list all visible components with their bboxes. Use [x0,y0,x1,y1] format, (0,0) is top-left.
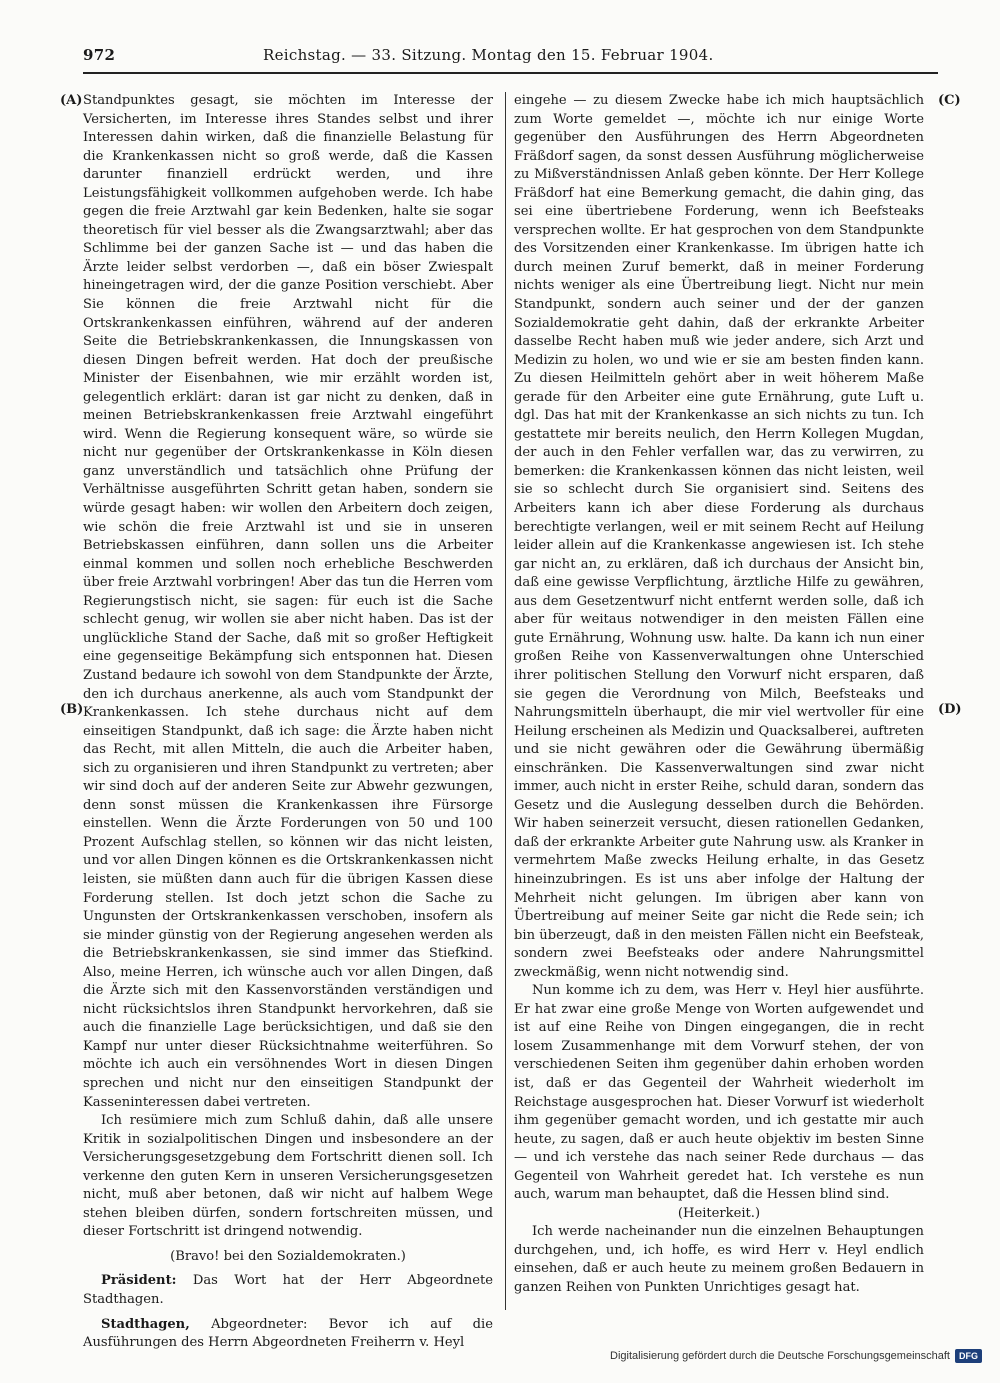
right-paragraph-2: Nun komme ich zu dem, was Herr v. Heyl hier ausführte. Er hat zwar eine große Menge von Worten aufgewendet und ist auf eine Reihe von Dingen eingegangen, die in recht losem Zusammenhange mit dem Vorwurf stehen, der von verschiedenen Seiten ihm gegenüber dahin erhoben worden ist, daß er das Gegenteil der Wahrheit wiederholt im Reichstage ausgesprochen hat. Dieser Vorwurf ist wiederholt ihm gegenüber gemacht worden, und ich gestatte mir auch heute, zu sagen, daß er auch heute objektiv im besten Sinne — und ich verstehe das nach seiner Rede durchaus — das Gegenteil von Wahrheit geredet hat. Ich verstehe es nun auch, warum man behauptet, daß die Hessen blind sind. [514,983,924,1203]
left-paragraph-president [83,1272,493,1309]
speaker-praesident: Präsident: [101,1273,177,1289]
running-title: Reichstag. — 33. Sitzung. Montag den 15. Februar 1904. [263,46,714,64]
footer-text: Digitalisierung gefördert durch die Deutsche Forschungsgemeinschaft [610,1350,950,1362]
margin-marker-b: (B) [60,702,84,717]
president-text: Das Wort hat der Herr Abgeordnete Stadthagen. [83,1273,493,1307]
speaker-stadthagen: Stadthagen, [101,1316,190,1332]
left-paragraph-2: Ich resümiere mich zum Schluß dahin, daß alle unsere Kritik in sozialpolitischen Dingen und insbesondere an der Versicherungsgesetzgebung dem Fortschritt dienen soll. Ich verkenne den guten Kern in unseren Versicherungsgesetzen nicht, muß aber betonen, daß wir nicht auf halbem Wege stehen bleiben dürfen, sondern fortschreiten müssen, und dieser Fortschritt ist dringend notwendig. [83,1113,493,1240]
margin-marker-c: (C) [938,93,961,108]
left-interjection-bravo: (Bravo! bei den Sozialdemokraten.) [170,1248,406,1264]
margin-marker-d: (D) [938,702,962,717]
left-column [83,92,493,1353]
left-paragraph-stadthagen [83,1316,493,1353]
right-interjection-heiterkeit: (Heiterkeit.) [677,1205,761,1221]
right-column [514,92,924,1298]
left-paragraph-1: Standpunktes gesagt, sie möchten im Interesse der Versicherten, im Interesse ihres Standes selbst und ihrer Interessen dahin wirken, daß die finanzielle Belastung für die Krankenkassen nicht so groß werde, daß die Kassen darunter finanziell erdrückt werden, und ihre Leistungsfähigkeit vollkommen aufgehoben werde. Ich habe gegen die freie Arztwahl gar kein Bedenken, halte sie sogar theoretisch für viel besser als die Zwangsarztwahl; aber das Schlimme bei der ganzen Sache ist — und das haben die Ärzte leider selbst verdorben —, daß ein böser Zwiespalt hineingetragen wird, der die ganze Position verschiebt. Aber Sie können die freie Arztwahl nicht für die Ortskrankenkassen einführen, während auf der anderen Seite die Betriebskrankenkassen, die Innungskassen von diesen Dingen befreit werden. Hat doch der preußische Minister der Eisenbahnen, wie mir erzählt worden ist, gelegentlich erklärt: daran ist gar nicht zu denken, daß in meinen Betriebskrankenkassen freie Arztwahl eingeführt wird. Wenn die Regierung konsequent wäre, so würde sie nicht nur gegenüber der Ortskrankenkasse in Köln diesen ganz unverständlich und tatsächlich ohne Prüfung der Verhältnisse ausgeführten Schritt getan haben, sondern sie würde gesagt haben: wir wollen den Arbeitern doch zeigen, wie schön die freie Arztwahl ist und sie in unseren Betriebskassen einführen, dann sollen uns die Arbeiter einmal kommen und sollen noch erhebliche Beschwerden über freie Arztwahl vorbringen! Aber das tun die Herren vom Regierungstisch nicht, sie sagen: für euch ist die Sache schlecht genug, wir wollen sie aber nicht haben. Das ist der unglückliche Stand der Sache, daß mit so großer Heftigkeit eine gegenseitige Bekämpfung sich entsponnen hat. Diesen Zustand bedaure ich sowohl von dem Standpunkte der Ärzte, den ich durchaus anerkenne, als auch vom Standpunkt der Krankenkassen. Ich stehe durchaus nicht auf dem einseitigen Standpunkt, daß ich sage: die Ärzte haben nicht das Recht, mit allen Mitteln, die auch die Arbeiter haben, sich zu organisieren und ihren Standpunkt zu vertreten; aber wir sind doch auf der anderen Seite zur Abwehr gezwungen, denn sonst müssen die Krankenkassen ihre Fürsorge einstellen. Wenn die Ärzte Forderungen von 50 und 100 Prozent Aufschlag stellen, so können wir das nicht leisten, und vor allen Dingen können es die Ortskrankenkassen nicht leisten, sie müßten dann auch für die übrigen Kassen diese Forderung stellen. Ist doch jetzt schon die Sache zu Ungunsten der Ortskrankenkassen verschoben, insofern als sie minder günstig von der Regierung angesehen werden als die Betriebskrankenkassen, sie sind immer das Stiefkind. Also, meine Herren, ich wünsche auch vor allen Dingen, daß die Ärzte sich mit den Kassenvorständen verständigen und nicht rücksichtslos ihren Standpunkt hervorkehren, daß sie auch die finanzielle Lage berücksichtigen, und daß sie den Kampf nur unter dieser Rücksichtnahme weiterführen. So möchte ich auch ein versöhnendes Wort in diesen Dingen sprechen und nicht nur den einseitigen Standpunkt der Kasseninteressen dabei vertreten. [83,93,493,1110]
running-header [83,46,738,72]
footer-credit [610,1349,982,1363]
header-rule [83,72,938,74]
column-divider [505,92,506,1310]
dfg-logo: DFG [955,1349,982,1363]
right-paragraph-3: Ich werde nacheinander nun die einzelnen Behauptungen durchgehen, und, ich hoffe, es wird Herr v. Heyl endlich einsehen, daß er auch heute zu meinem großen Bedauern in ganzen Reihen von Punkten Unrichtiges gesagt hat. [514,1224,924,1295]
page-number: 972 [83,46,116,64]
stadthagen-text: Abgeordneter: Bevor ich auf die Ausführungen des Herrn Abgeordneten Freiherrn v. Heyl [83,1316,493,1351]
margin-marker-a: (A) [60,93,83,108]
right-paragraph-1: eingehe — zu diesem Zwecke habe ich mich hauptsächlich zum Worte gemeldet —, möchte ich nur einige Worte gegenüber den Ausführungen des Herrn Abgeordneten Fräßdorf sagen, da sonst dessen Ausführung möglicherweise zu Mißverständnissen Anlaß geben könnte. Der Herr Kollege Fräßdorf hat eine Bemerkung gemacht, die dahin ging, das sei eine übertriebene Forderung, wenn ich Beefsteaks versprechen wollte. Er hat gesprochen von dem Standpunkte des Vorsitzenden einer Krankenkasse. Im übrigen hatte ich durch meinen Zuruf bemerkt, daß in meiner Forderung nichts weniger als eine Übertreibung liegt. Nicht nur mein Standpunkt, sondern auch seiner und der der ganzen Sozialdemokratie geht dahin, daß der erkrankte Arbeiter dasselbe Recht haben muß wie jeder andere, sich Arzt und Medizin zu holen, wo und wie er sie am besten finden kann. Zu diesen Heilmitteln gehört aber in weit höherem Maße gerade für den Arbeiter eine gute Ernährung, gute Luft u. dgl. Das hat mit der Krankenkasse an sich nichts zu tun. Ich gestattete mir bereits neulich, den Herrn Kollegen Mugdan, der auch in den Fehler verfallen war, das zu verwirren, zu bemerken: die Krankenkassen können das nicht leisten, weil sie so schlecht durch Sie organisiert sind. Seitens des Arbeiters kann ich aber diese Forderung als durchaus berechtigte verlangen, weil er mit seinem Recht auf Heilung leider allein auf die Krankenkasse angewiesen ist. Ich stehe gar nicht an, zu erklären, daß ich durchaus der Ansicht bin, daß eine gewisse Verpflichtung, ärztliche Hilfe zu gewähren, aus dem Gesetzentwurf nicht entfernt werden solle, daß ich aber für weitaus notwendiger in den meisten Fällen eine gute Ernährung, Wohnung usw. halte. Da kann ich nun einer großen Reihe von Kassenverwaltungen ohne Unterschied ihrer politischen Stellung den Vorwurf nicht ersparen, daß sie gegen die Verordnung von Milch, Beefsteaks und Nahrungsmitteln überhaupt, die mir viel wertvoller für eine Heilung erscheinen als Medizin und Quacksalberei, auftreten und sie nicht gewähren oder die Gewährung übermäßig einschränken. Die Kassenverwaltungen sind zwar nicht immer, auch nicht in erster Reihe, schuld daran, sondern das Gesetz und die Auslegung desselben durch die Behörden. Wir haben seinerzeit versucht, diesen rationellen Gedanken, daß der erkrankte Arbeiter gute Nahrung usw. als Kranker in vermehrtem Maße zwecks Heilung erhalte, in das Gesetz hineinzubringen. Es ist uns aber infolge der Haltung der Mehrheit nicht gelungen. Im übrigen aber kann von Übertreibung auf meiner Seite gar nicht die Rede sein; ich bin überzeugt, daß in den meisten Fällen nicht ein Beefsteak, sondern zwei Beefsteaks oder andere Nahrungsmittel zweckmäßig, wenn nicht notwendig sind. [514,93,924,980]
